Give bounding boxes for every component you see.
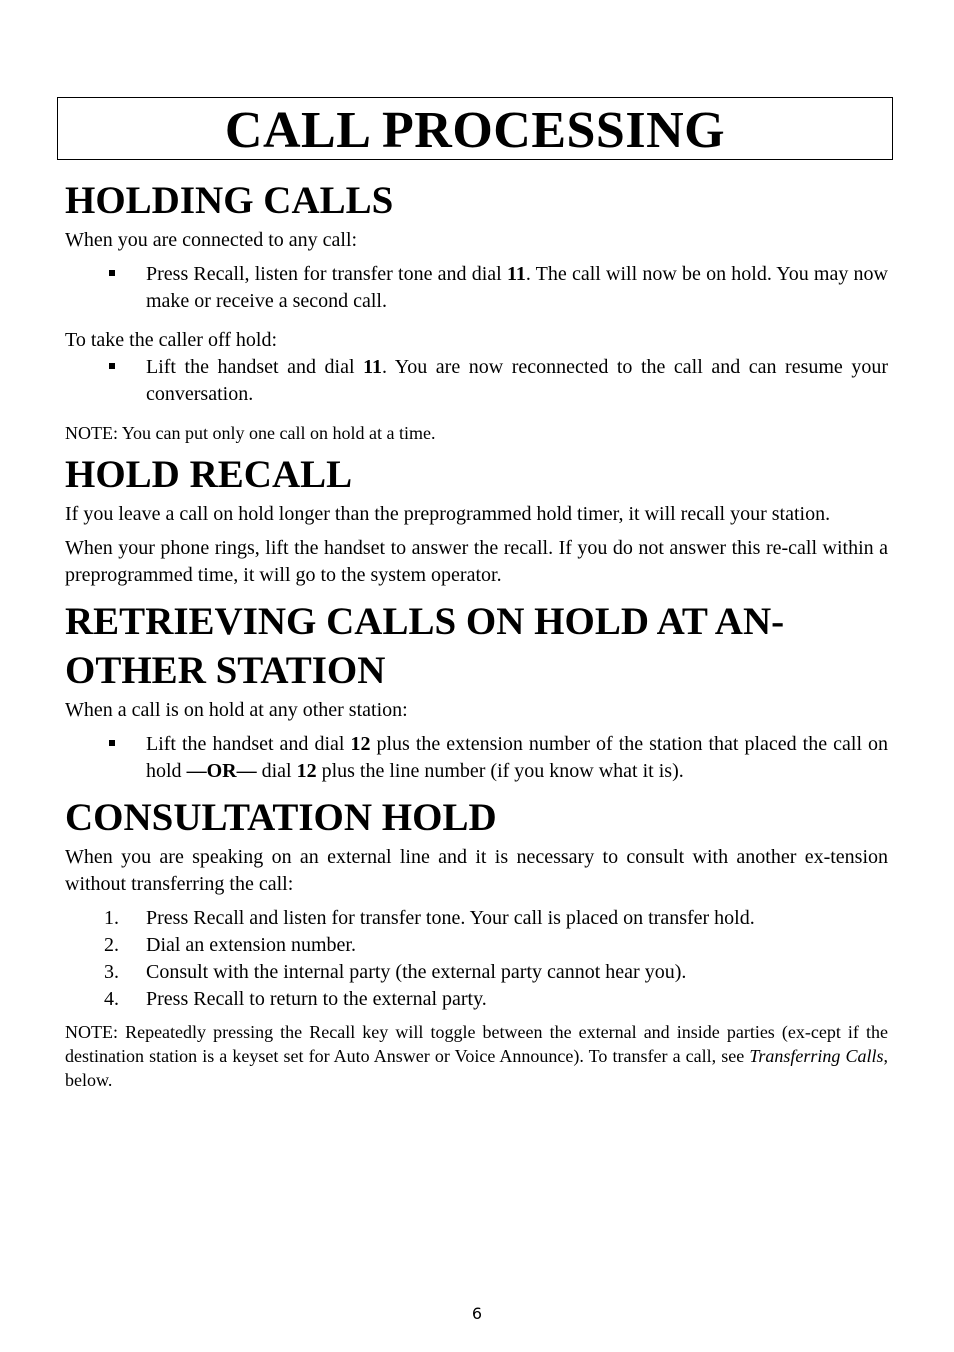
holding-calls-note: NOTE: You can put only one call on hold at a time. (65, 423, 436, 443)
consultation-steps (65, 905, 888, 1013)
section-heading-consultation-hold: CONSULTATION HOLD (65, 796, 497, 839)
consultation-note: NOTE: Repeatedly pressing the Recall key will toggle between the external and inside parties (ex-cept if the destination station is a keyset set for Auto Answer or Voice Announce). To transfer a call, see Transferring Calls, below. (65, 1022, 888, 1090)
section-hold-recall (65, 450, 888, 589)
bullet-square-icon (109, 740, 115, 746)
list-item: Lift the handset and dial 11. You are now reconnected to the call and can resume your conversation. (65, 354, 888, 408)
section-retrieving-calls (65, 597, 888, 785)
page-title: CALL PROCESSING (224, 101, 726, 159)
section-heading-hold-recall: HOLD RECALL (65, 453, 353, 496)
list-item: 4. Press Recall to return to the external party. (104, 988, 487, 1010)
section-holding-calls (65, 176, 888, 445)
page-content (65, 176, 888, 1092)
holding-calls-list (65, 261, 888, 315)
list-item: Press Recall, listen for transfer tone and dial 11. The call will now be on hold. You may now make or receive a second call. (65, 261, 888, 315)
hold-recall-para1: If you leave a call on hold longer than the preprogrammed hold timer, it will recall your station. (65, 503, 831, 525)
bullet-square-icon (109, 363, 115, 369)
page-number: 6 (471, 1304, 483, 1323)
page-title-box (57, 97, 893, 160)
consultation-intro: When you are speaking on an external line and it is necessary to consult with another ex-tension without transferring the call: (65, 846, 888, 895)
retrieving-intro: When a call is on hold at any other station: (65, 699, 408, 721)
bullet-square-icon (109, 270, 115, 276)
hold-recall-para2: When your phone rings, lift the handset to answer the recall. If you do not answer this re-call within a preprogrammed time, it will go to the system operator. (65, 537, 888, 586)
off-hold-list (65, 354, 888, 408)
retrieving-list (65, 731, 888, 785)
section-heading-holding-calls: HOLDING CALLS (65, 179, 394, 222)
section-heading-retrieving-calls: RETRIEVING CALLS ON HOLD AT AN- OTHER STATION (65, 600, 785, 692)
holding-calls-intro: When you are connected to any call: (65, 229, 358, 251)
list-item: 1. Press Recall and listen for transfer tone. Your call is placed on transfer hold. (104, 907, 755, 929)
list-item: Lift the handset and dial 12 plus the extension number of the station that placed the call on hold —OR— dial 12 plus the line number (if you know what it is). (65, 731, 888, 785)
off-hold-intro: To take the caller off hold: (65, 329, 278, 351)
section-consultation-hold (65, 793, 888, 1092)
list-item: 3. Consult with the internal party (the external party cannot hear you). (104, 961, 687, 983)
list-item: 2. Dial an extension number. (104, 934, 356, 956)
